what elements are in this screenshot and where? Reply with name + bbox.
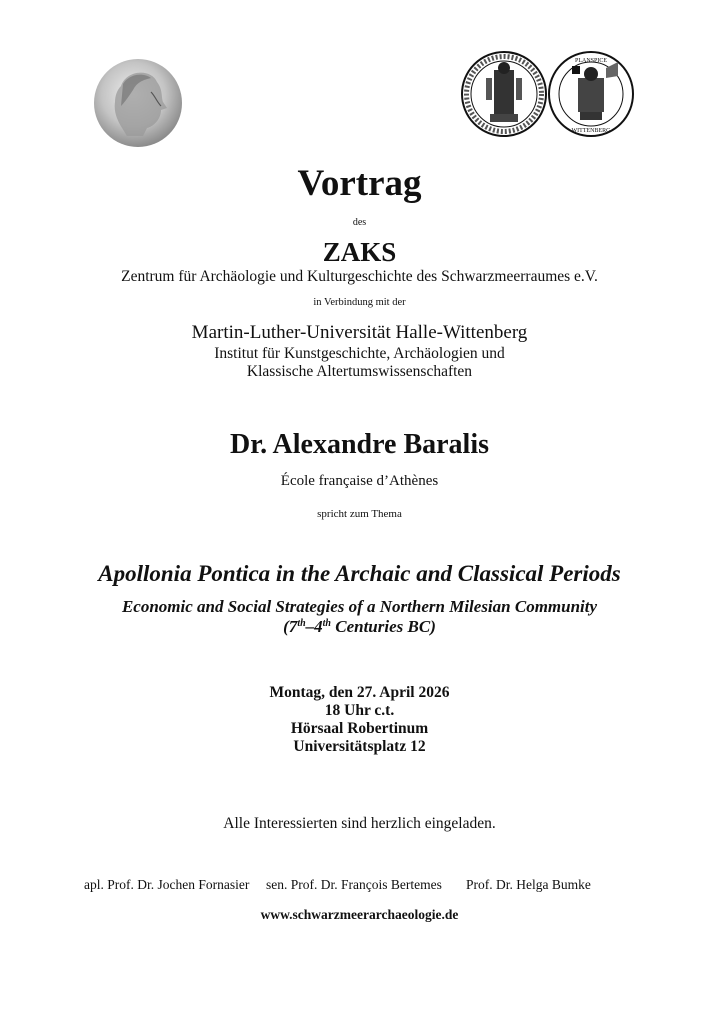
institut-line-1: Institut für Kunstgeschichte, Archäologien und	[214, 345, 505, 362]
organizer-2: sen. Prof. Dr. François Bertemes	[266, 877, 442, 892]
talk-title: Apollonia Pontica in the Archaic and Classical Periods	[98, 561, 621, 586]
event-address: Universitätsplatz 12	[293, 738, 426, 755]
spricht-text: spricht zum Thema	[317, 508, 402, 520]
subtitle-dash: –4	[305, 617, 323, 636]
subtitle-sup-1: th	[297, 618, 306, 629]
website-link[interactable]: www.schwarzmeerarchaeologie.de	[260, 907, 459, 922]
heading-zaks: ZAKS	[322, 237, 397, 267]
university-seals-icon	[460, 48, 635, 140]
svg-text:WITTENBERG: WITTENBERG	[571, 128, 611, 134]
institut-line-2: Klassische Altertumswissenschaften	[246, 363, 473, 380]
subtitle-sup-2: th	[322, 618, 331, 629]
event-room: Hörsaal Robertinum	[290, 720, 429, 737]
subtitle-open: (7	[283, 617, 298, 636]
heading-vortrag: Vortrag	[297, 163, 422, 204]
heading-des: des	[352, 217, 367, 228]
organizer-1: apl. Prof. Dr. Jochen Fornasier	[84, 877, 250, 892]
subtitle-close: Centuries BC)	[331, 617, 436, 636]
zentrum-name: Zentrum für Archäologie und Kulturgeschichte des Schwarzmeerraumes e.V.	[121, 268, 598, 285]
event-time: 18 Uhr c.t.	[324, 702, 395, 719]
coin-portrait-icon	[91, 56, 185, 150]
invitation-text: Alle Interessierten sind herzlich eingeladen.	[223, 815, 496, 832]
university-name: Martin-Luther-Universität Halle-Wittenberg	[191, 322, 528, 343]
event-date: Montag, den 27. April 2026	[269, 684, 450, 701]
speaker-affiliation: École française d’Athènes	[280, 473, 439, 489]
organizer-3: Prof. Dr. Helga Bumke	[466, 877, 591, 892]
verbindung-text: in Verbindung mit der	[313, 297, 406, 308]
talk-subtitle-line-2	[0, 617, 719, 637]
talk-subtitle-line-1: Economic and Social Strategies of a Northern Milesian Community	[121, 597, 598, 616]
speaker-name: Dr. Alexandre Baralis	[229, 429, 489, 460]
svg-text:PLANSPICE: PLANSPICE	[574, 58, 608, 64]
